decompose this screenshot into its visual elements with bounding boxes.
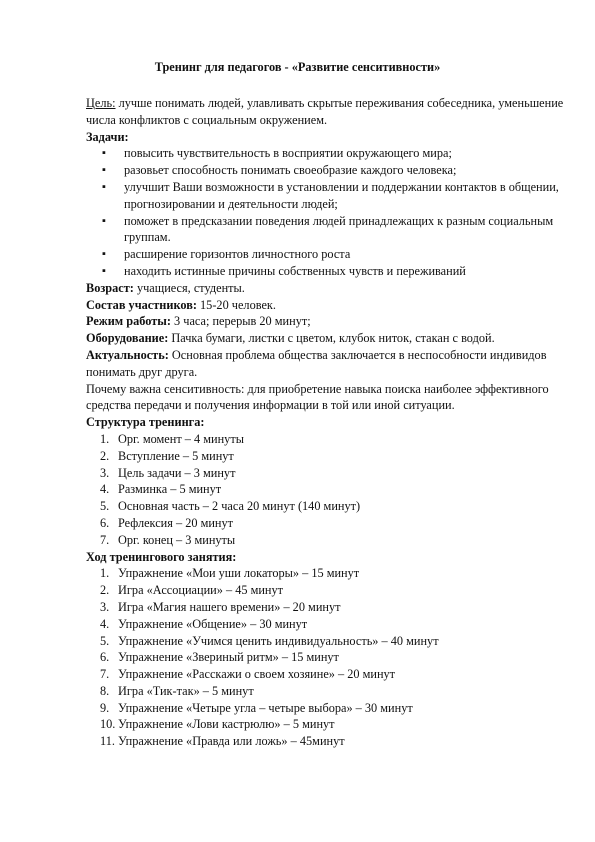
list-text: Разминка – 5 минут: [118, 482, 222, 497]
course-list: [86, 565, 564, 750]
age-paragraph: [86, 280, 564, 297]
list-number: 5.: [100, 633, 110, 648]
list-text: Упражнение «Четыре угла – четыре выбора» – 30 минут: [118, 700, 413, 715]
mode-paragraph: [86, 313, 564, 330]
equipment-label: Оборудование:: [86, 331, 169, 346]
goal-paragraph: [86, 95, 564, 129]
list-number: 1.: [100, 431, 110, 446]
list-number: 7.: [100, 667, 110, 682]
list-text: Орг. конец – 3 минуты: [118, 532, 236, 547]
structure-list: [86, 431, 564, 549]
participants-label: Состав участников:: [86, 297, 197, 312]
participants-text: 15-20 человек.: [196, 297, 276, 312]
tasks-heading: [86, 129, 564, 146]
relevance-label: Актуальность:: [86, 347, 169, 362]
list-item: [86, 616, 564, 633]
list-text: Основная часть – 2 часа 20 минут (140 минут): [118, 499, 361, 514]
list-item: [86, 431, 564, 448]
list-number: 4.: [100, 482, 110, 497]
list-number: 7.: [100, 532, 110, 547]
task-item: ▪ разовьет способность понимать своеобразие каждого человека;: [86, 162, 564, 179]
list-item: [86, 582, 564, 599]
list-item: [86, 565, 564, 582]
list-item: [86, 599, 564, 616]
list-text: Орг. момент – 4 минуты: [118, 431, 244, 446]
task-item: ▪ улучшит Ваши возможности в установлении и поддержании контактов в общении, прогнозировании и деятельности людей;: [86, 179, 564, 213]
document-title: Тренинг для педагогов - «Развитие сенситивности»: [154, 60, 441, 74]
mode-text: 3 часа; перерыв 20 минут;: [170, 314, 311, 329]
task-item: ▪ находить истинные причины собственных чувств и переживаний: [86, 263, 564, 280]
list-item: [86, 481, 564, 498]
structure-heading: [86, 414, 564, 431]
relevance-paragraph: [86, 347, 564, 381]
list-text: Рефлексия – 20 минут: [118, 515, 234, 530]
list-item: [86, 716, 564, 733]
list-text: Упражнение «Лови кастрюлю» – 5 минут: [118, 717, 335, 732]
list-number: 11.: [100, 734, 115, 749]
list-number: 2.: [100, 583, 110, 598]
document-body: [86, 95, 564, 750]
list-text: Упражнение «Учимся ценить индивидуальность» – 40 минут: [118, 633, 439, 648]
list-number: 4.: [100, 616, 110, 631]
list-item: [86, 700, 564, 717]
list-item: [86, 733, 564, 750]
list-text: Игра «Ассоциации» – 45 минут: [118, 583, 284, 598]
list-number: 6.: [100, 650, 110, 665]
list-number: 2.: [100, 448, 110, 463]
list-item: [86, 498, 564, 515]
list-text: Упражнение «Мои уши локаторы» – 15 минут: [118, 566, 360, 581]
tasks-label: Задачи:: [86, 129, 129, 144]
list-item: [86, 532, 564, 549]
list-text: Упражнение «Правда или ложь» – 45минут: [118, 734, 345, 749]
participants-paragraph: [86, 297, 564, 314]
list-text: Вступление – 5 минут: [118, 448, 234, 463]
list-text: Упражнение «Расскажи о своем хозяине» – 20 минут: [118, 667, 396, 682]
list-item: [86, 448, 564, 465]
list-number: 10.: [100, 717, 116, 732]
task-item: ▪ повысить чувствительность в восприятии окружающего мира;: [86, 145, 564, 162]
course-heading: [86, 549, 564, 566]
goal-label: Цель:: [86, 96, 116, 110]
list-text: Упражнение «Общение» – 30 минут: [118, 616, 308, 631]
list-number: 1.: [100, 566, 110, 581]
list-item: [86, 515, 564, 532]
list-item: [86, 465, 564, 482]
goal-text: лучше понимать людей, улавливать скрытые переживания собеседника, уменьшение числа конфликтов с социальным окружением.: [86, 96, 564, 127]
list-item: [86, 633, 564, 650]
age-label: Возраст:: [86, 280, 134, 295]
list-text: Игра «Магия нашего времени» – 20 минут: [118, 599, 341, 614]
task-item: ▪ поможет в предсказании поведения людей принадлежащих к разным социальным группам.: [86, 213, 564, 247]
task-item: ▪ расширение горизонтов личностного роста: [86, 246, 564, 263]
list-number: 9.: [100, 700, 110, 715]
list-item: [86, 683, 564, 700]
relevance-text: Основная проблема общества заключается в неспособности индивидов понимать друг друга.: [86, 347, 547, 379]
equipment-text: Пачка бумаги, листки с цветом, клубок ниток, стакан с водой.: [168, 331, 495, 346]
list-item: [86, 666, 564, 683]
list-text: Упражнение «Звериный ритм» – 15 минут: [118, 650, 339, 665]
list-text: Игра «Тик-так» – 5 минут: [118, 683, 254, 698]
mode-label: Режим работы:: [86, 314, 171, 329]
list-text: Цель задачи – 3 минут: [118, 465, 236, 480]
age-text: учащиеся, студенты.: [133, 280, 245, 295]
list-number: 8.: [100, 683, 110, 698]
list-number: 5.: [100, 499, 110, 514]
tasks-list: [86, 145, 564, 279]
list-item: [86, 649, 564, 666]
structure-label: Структура тренинга:: [86, 415, 205, 430]
list-number: 3.: [100, 465, 110, 480]
why-paragraph: Почему важна сенситивность: для приобретение навыка поиска наиболее эффективного средства передачи и получения информации в той или иной ситуации.: [86, 381, 549, 413]
equipment-paragraph: [86, 330, 564, 347]
list-number: 6.: [100, 515, 110, 530]
list-number: 3.: [100, 599, 110, 614]
course-label: Ход тренингового занятия:: [86, 549, 237, 564]
